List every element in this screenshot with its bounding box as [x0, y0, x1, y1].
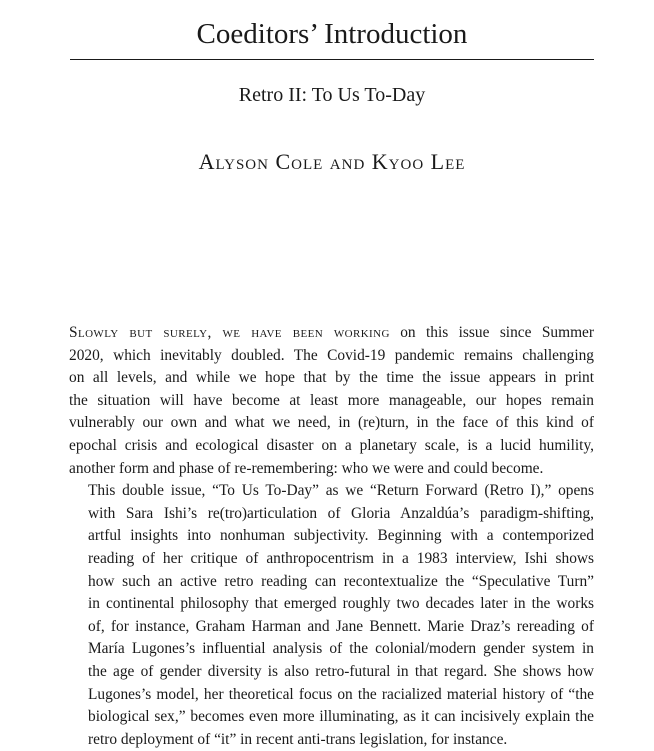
- text-line: retro deployment of “it” in recent anti-trans legislation, for instance.: [88, 730, 508, 748]
- text-line: María Lugones’s influential analysis of the colonial/modern gender system in: [88, 640, 594, 658]
- text-line: biological sex,” becomes even more illuminating, as it can incisively explain the: [88, 708, 594, 726]
- text-line: in continental philosophy that emerged roughly two decades later in the works: [88, 595, 594, 613]
- text-line: of, for instance, Graham Harman and Jane Bennett. Marie Draz’s rereading of: [88, 617, 594, 635]
- text-line: vulnerably our own and what we need, in (re)turn, in the face of this kind of: [69, 414, 594, 432]
- text-line: how such an active retro reading can recontextualize the “Speculative Turn”: [88, 572, 594, 590]
- page-title: Coeditors’ Introduction: [196, 18, 468, 50]
- text-line: epochal crisis and ecological disaster on a planetary scale, is a lucid humility,: [69, 436, 594, 454]
- text-line: Lugones’s model, her theoretical focus on the racialized material history of “the: [88, 685, 594, 703]
- title-rule: [70, 59, 594, 60]
- text-line: Slowly but surely, we have been working on this issue since Summer: [69, 324, 594, 341]
- authors: Alyson Cole and Kyoo Lee: [198, 149, 466, 174]
- body-text: [69, 322, 594, 751]
- text-line: another form and phase of re-remembering: who we were and could become.: [69, 459, 544, 477]
- lead-in: Slowly but surely, we have been working: [69, 324, 390, 341]
- text-line: with Sara Ishi’s re(tro)articulation of Gloria Anzaldúa’s paradigm-shifting,: [88, 504, 594, 522]
- text-line: This double issue, “To Us To-Day” as we “Return Forward (Retro I),” opens: [88, 482, 594, 500]
- text-line: 2020, which inevitably doubled. The Covid-19 pandemic remains challenging: [69, 346, 594, 364]
- text-line: the age of gender diversity is also retro-futural in that regard. She shows how: [88, 662, 594, 680]
- text-line: artful insights into nonhuman subjectivity. Beginning with a contemporized: [88, 527, 594, 545]
- text-line: the situation will have become at least more manageable, our hopes remain: [69, 391, 594, 409]
- paragraph-1: [69, 322, 594, 480]
- text-line: reading of her critique of anthropocentrism in a 1983 interview, Ishi shows: [88, 549, 594, 567]
- subtitle: Retro II: To Us To-Day: [238, 84, 426, 106]
- paragraph-2: [69, 480, 594, 751]
- text-line: on all levels, and while we hope that by the time the issue appears in print: [69, 369, 594, 387]
